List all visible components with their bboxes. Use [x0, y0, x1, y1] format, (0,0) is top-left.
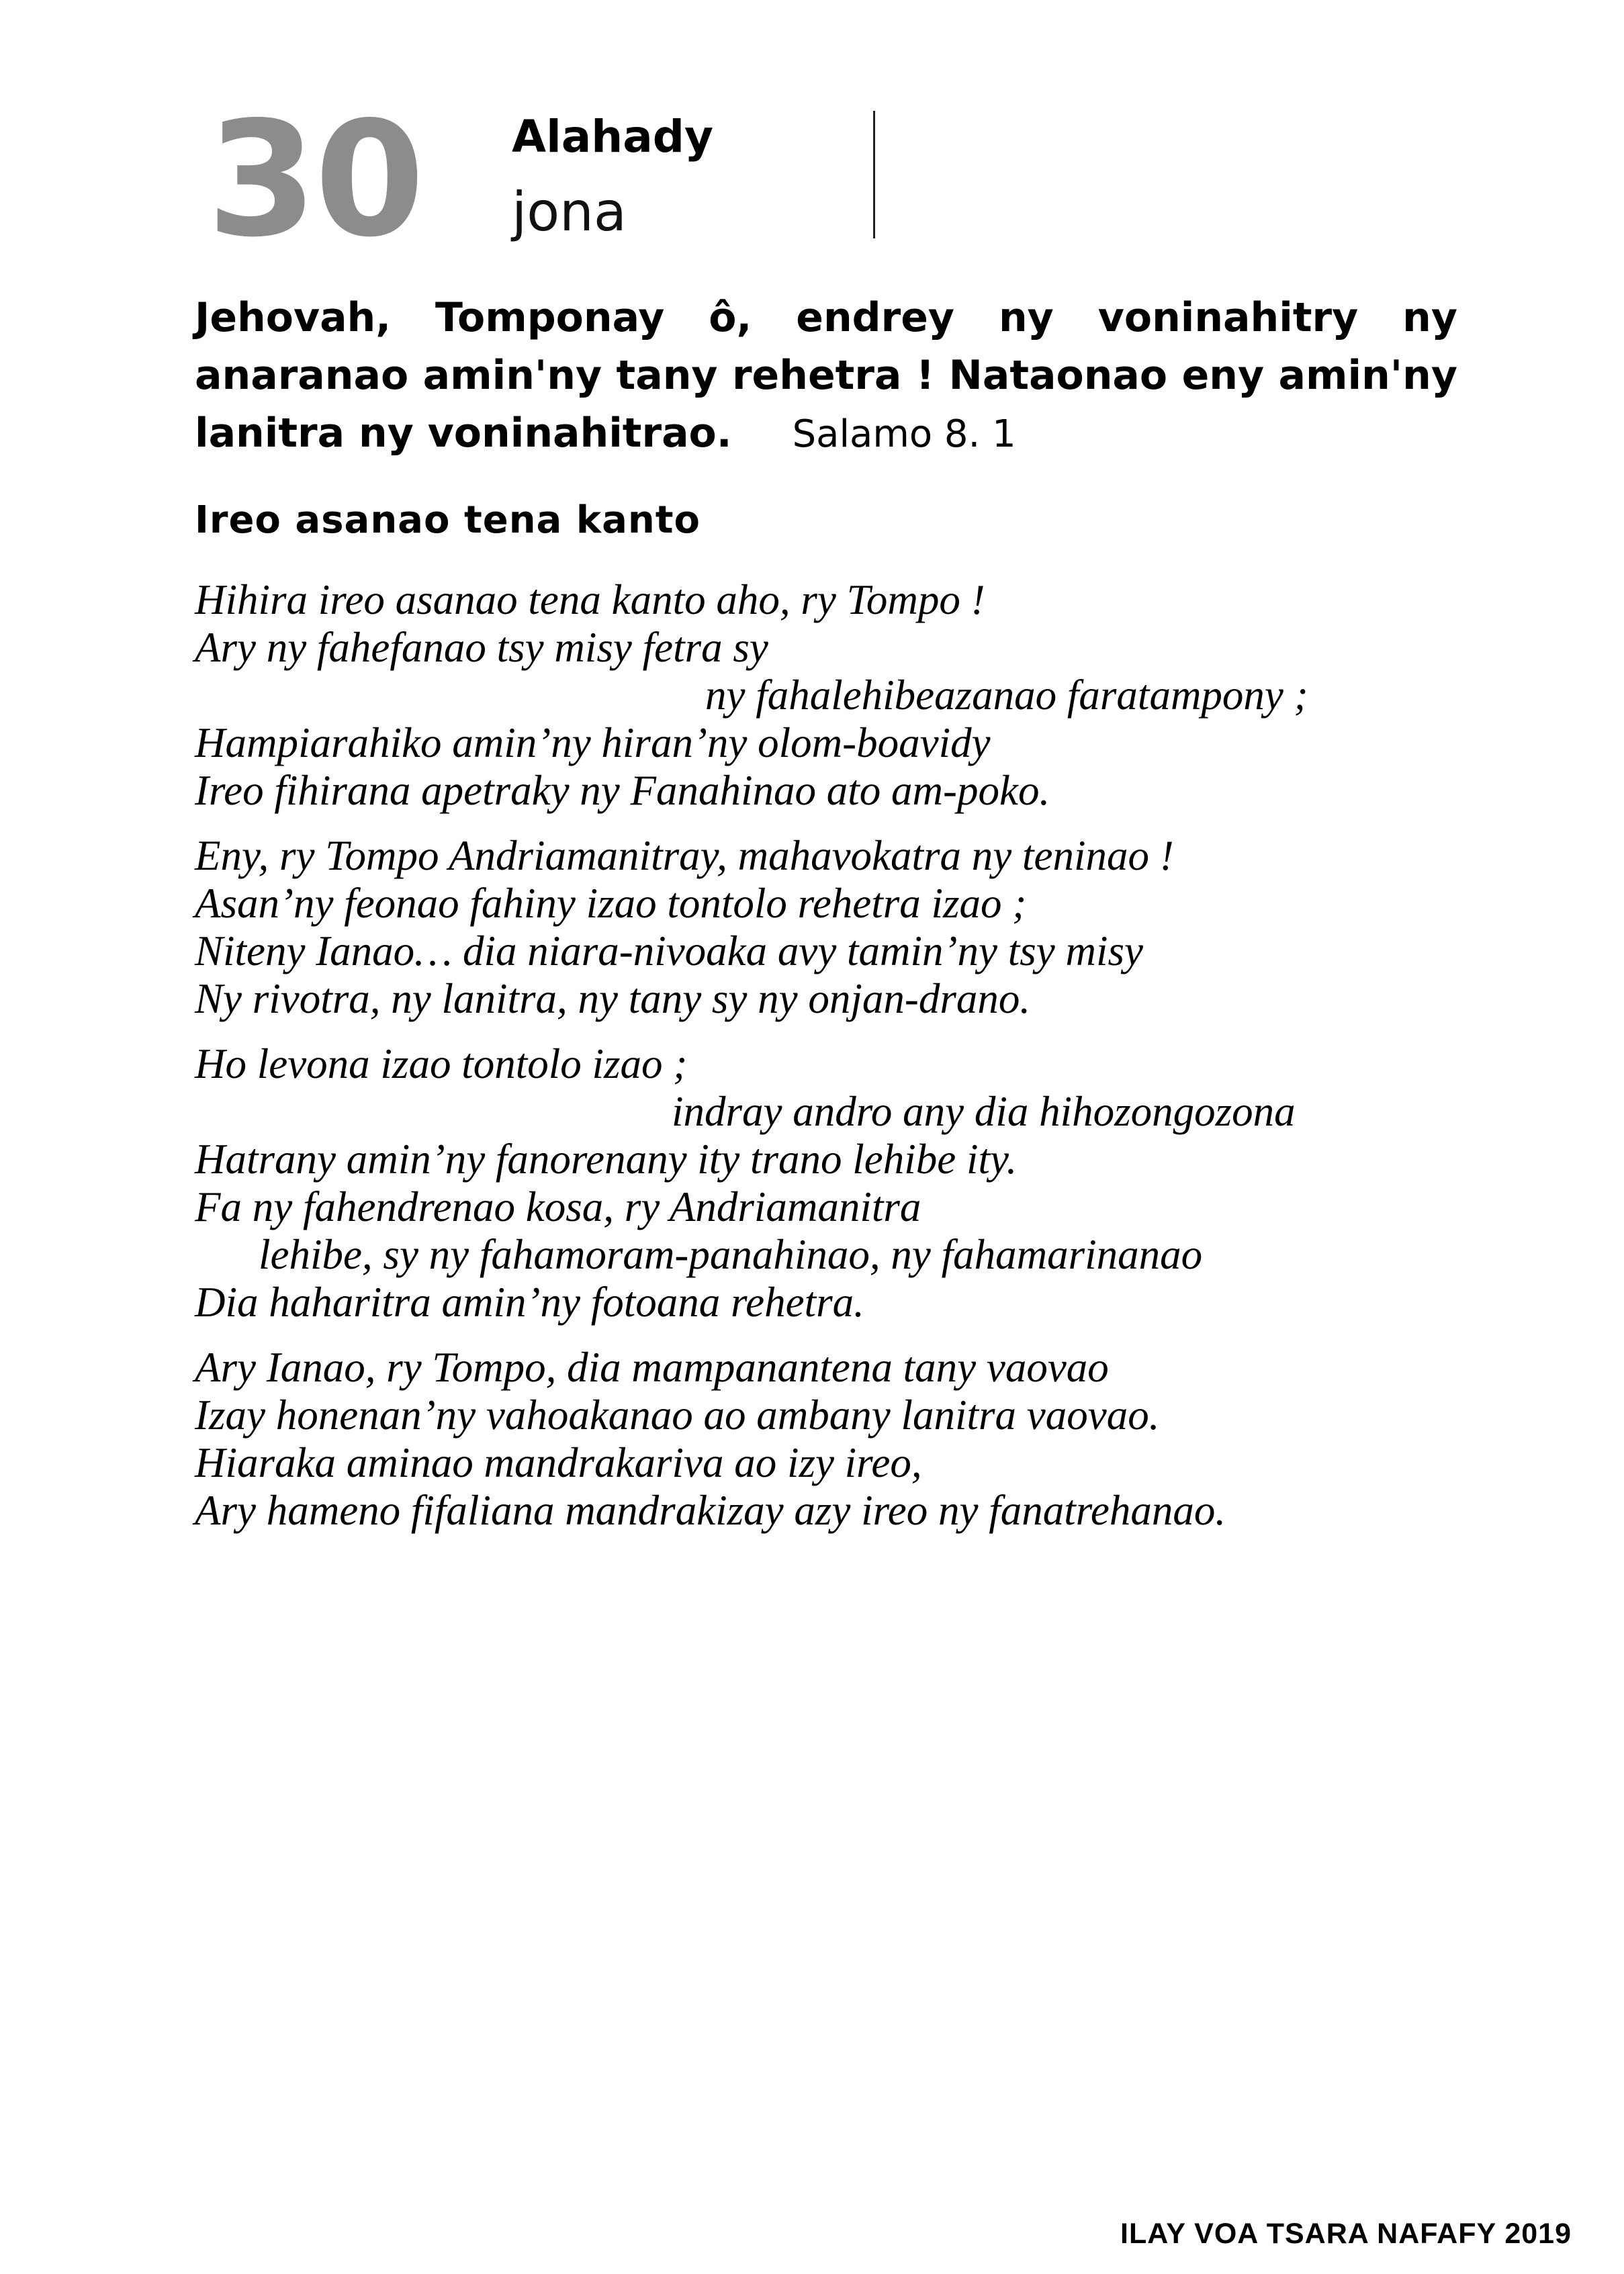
poem-line: Ireo fihirana apetraky ny Fanahinao ato am-poko. — [195, 767, 1050, 814]
poem-line: Ary ny fahefanao tsy misy fetra sy — [195, 624, 768, 671]
verse-text: Jehovah, Tomponay ô, endrey ny voninahitry ny anaranao amin'ny tany rehetra ! Nataonao eny amin'ny lanitra ny voninahitrao. — [195, 294, 1457, 457]
poem-line: Niteny Ianao… dia niara-nivoaka avy tamin’ny tsy misy — [195, 927, 1143, 974]
poem-stanza — [195, 1040, 1471, 1326]
section-title: Ireo asanao tena kanto — [195, 498, 701, 542]
day-number: 30 — [207, 87, 422, 272]
poem-line: ny fahalehibeazanao faratampony ; — [705, 672, 1308, 719]
poem-line: Ny rivotra, ny lanitra, ny tany sy ny onjan-drano. — [195, 975, 1031, 1022]
daily-verse — [195, 289, 1457, 463]
header-divider — [873, 111, 875, 238]
poem-line: Hatrany amin’ny fanorenany ity trano lehibe ity. — [195, 1136, 1018, 1183]
poem-stanza — [195, 1344, 1471, 1535]
poem-line: Ho levona izao tontolo izao ; — [195, 1040, 688, 1087]
poem-line: Ary Ianao, ry Tompo, dia mampanantena tany vaovao — [195, 1344, 1109, 1391]
poem-line: Dia haharitra amin’ny fotoana rehetra. — [195, 1279, 864, 1326]
poem-line: Hampiarahiko amin’ny hiran’ny olom-boavidy — [195, 719, 991, 766]
poem-line: Asan’ny feonao fahiny izao tontolo rehetra izao ; — [195, 880, 1027, 927]
poem-line: Izay honenan’ny vahoakanao ao ambany lanitra vaovao. — [195, 1392, 1160, 1439]
verse-reference: Salamo 8. 1 — [792, 412, 1016, 456]
footer-publication: ILAY VOA TSARA NAFAFY 2019 — [1120, 2218, 1572, 2250]
poem-line: indray andro any dia hihozongozona — [672, 1088, 1296, 1135]
poem-stanza — [195, 576, 1471, 815]
poem-line: Ary hameno fifaliana mandrakizay azy ireo ny fanatrehanao. — [195, 1487, 1226, 1534]
month-label: jona — [512, 181, 627, 243]
poem-line: lehibe, sy ny fahamoram-panahinao, ny fahamarinanao — [259, 1231, 1203, 1278]
poem-line: Fa ny fahendrenao kosa, ry Andriamanitra — [195, 1183, 921, 1230]
poem-line: Hihira ireo asanao tena kanto aho, ry Tompo ! — [195, 576, 985, 623]
weekday-label: Alahady — [512, 111, 714, 163]
poem-stanza — [195, 832, 1471, 1023]
poem-line: Hiaraka aminao mandrakariva ao izy ireo, — [195, 1439, 922, 1486]
poem-line: Eny, ry Tompo Andriamanitray, mahavokatra ny teninao ! — [195, 832, 1174, 879]
poem — [195, 576, 1471, 1552]
